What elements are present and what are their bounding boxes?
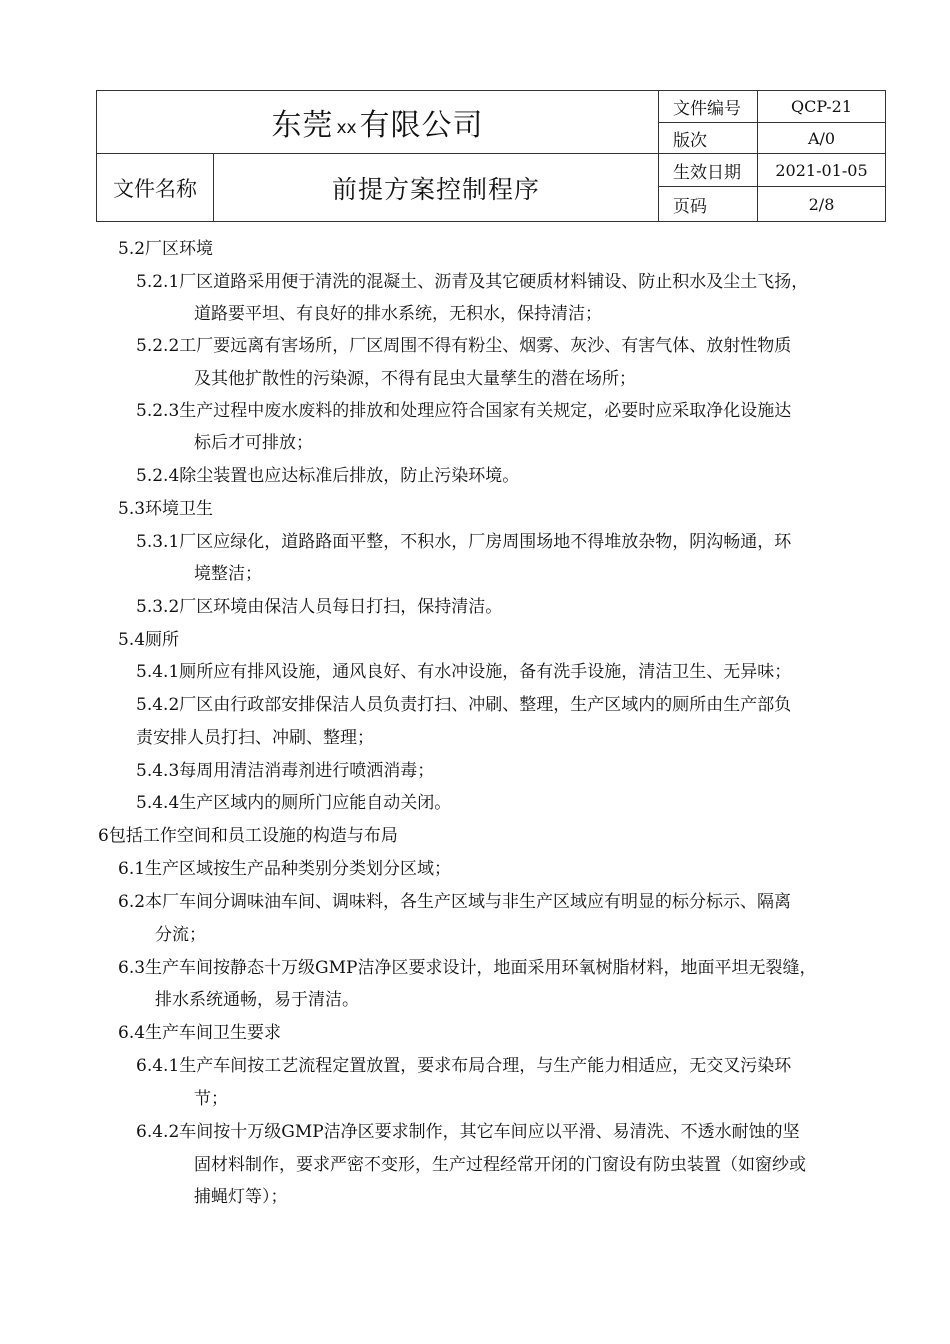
paragraph-line: 5.2.3生产过程中废水废料的排放和处理应符合国家有关规定，必要时应采取净化设施达 — [136, 401, 792, 421]
page-number-label: 页码 — [659, 187, 758, 222]
paragraph-line: 排水系统通畅，易于清洁。 — [155, 990, 359, 1010]
version-value: A/0 — [758, 123, 886, 154]
paragraph-line: 节； — [194, 1089, 228, 1109]
paragraph-line: 5.2.2工厂要远离有害场所，厂区周围不得有粉尘、烟雾、灰沙、有害气体、放射性物质 — [136, 336, 792, 356]
paragraph-line: 道路要平坦、有良好的排水系统，无积水，保持清洁； — [194, 304, 602, 324]
paragraph-line: 6.2本厂车间分调味油车间、调味料，各生产区域与非生产区域应有明显的标分标示、隔离 — [118, 892, 792, 912]
section-5-3-heading: 5.3环境卫生 — [118, 499, 214, 519]
paragraph-line: 6.4.2车间按十万级GMP洁净区要求制作，其它车间应以平滑、易清洗、不透水耐蚀的坚 — [136, 1122, 800, 1142]
company-name-suffix: 有限公司 — [359, 108, 484, 143]
page-number-value: 2/8 — [758, 187, 886, 222]
version-label: 版次 — [659, 123, 758, 154]
file-number-value: QCP-21 — [758, 91, 886, 123]
paragraph-line: 5.4.1厕所应有排风设施，通风良好、有水冲设施，备有洗手设施，清洁卫生、无异味； — [136, 662, 792, 682]
company-name — [97, 91, 659, 154]
file-number-label: 文件编号 — [659, 91, 758, 123]
paragraph-line: 6.3生产车间按静态十万级GMP洁净区要求设计，地面采用环氧树脂材料，地面平坦无裂缝， — [118, 958, 817, 978]
paragraph-line: 固材料制作，要求严密不变形，生产过程经常开闭的门窗设有防虫装置（如窗纱或 — [194, 1155, 806, 1175]
document-name-label: 文件名称 — [97, 154, 214, 222]
paragraph-line: 责安排人员打扫、冲刷、整理； — [136, 728, 374, 748]
section-5-2-heading: 5.2厂区环境 — [118, 239, 214, 259]
paragraph-line: 6.4.1生产车间按工艺流程定置放置，要求布局合理，与生产能力相适应，无交叉污染环 — [136, 1056, 792, 1076]
paragraph-line: 标后才可排放； — [194, 433, 313, 453]
paragraph-line: 5.4.4生产区域内的厕所门应能自动关闭。 — [136, 793, 452, 813]
paragraph-line: 分流； — [155, 925, 206, 945]
paragraph-line: 捕蝇灯等）； — [194, 1187, 288, 1207]
section-6-heading: 6包括工作空间和员工设施的构造与布局 — [98, 826, 398, 846]
paragraph-line: 及其他扩散性的污染源，不得有昆虫大量孳生的潜在场所； — [194, 369, 636, 389]
paragraph-line: 5.2.4除尘装置也应达标准后排放，防止污染环境。 — [136, 466, 520, 486]
effective-date-value: 2021-01-05 — [758, 154, 886, 187]
paragraph-line: 5.4.2厂区由行政部安排保洁人员负责打扫、冲刷、整理，生产区域内的厕所由生产部负 — [136, 695, 792, 715]
section-6-4-heading: 6.4生产车间卫生要求 — [118, 1023, 282, 1043]
company-name-prefix: 东莞 — [271, 108, 334, 143]
section-5-4-heading: 5.4厕所 — [118, 630, 180, 650]
paragraph-line: 5.3.1厂区应绿化，道路路面平整，不积水，厂房周围场地不得堆放杂物，阴沟畅通，环 — [136, 532, 792, 552]
paragraph-line: 5.2.1厂区道路采用便于清洗的混凝土、沥青及其它硬质材料铺设、防止积水及尘土飞扬， — [136, 272, 809, 292]
paragraph-line: 5.3.2厂区环境由保洁人员每日打扫，保持清洁。 — [136, 597, 503, 617]
document-header-table — [96, 90, 886, 222]
effective-date-label: 生效日期 — [659, 154, 758, 187]
paragraph-line: 5.4.3每周用清洁消毒剂进行喷洒消毒； — [136, 761, 435, 781]
paragraph-line: 境整洁； — [194, 564, 262, 584]
company-name-placeholder: xx — [336, 118, 357, 138]
document-title: 前提方案控制程序 — [214, 154, 659, 222]
paragraph-line: 6.1生产区域按生产品种类别分类划分区域； — [118, 859, 452, 879]
